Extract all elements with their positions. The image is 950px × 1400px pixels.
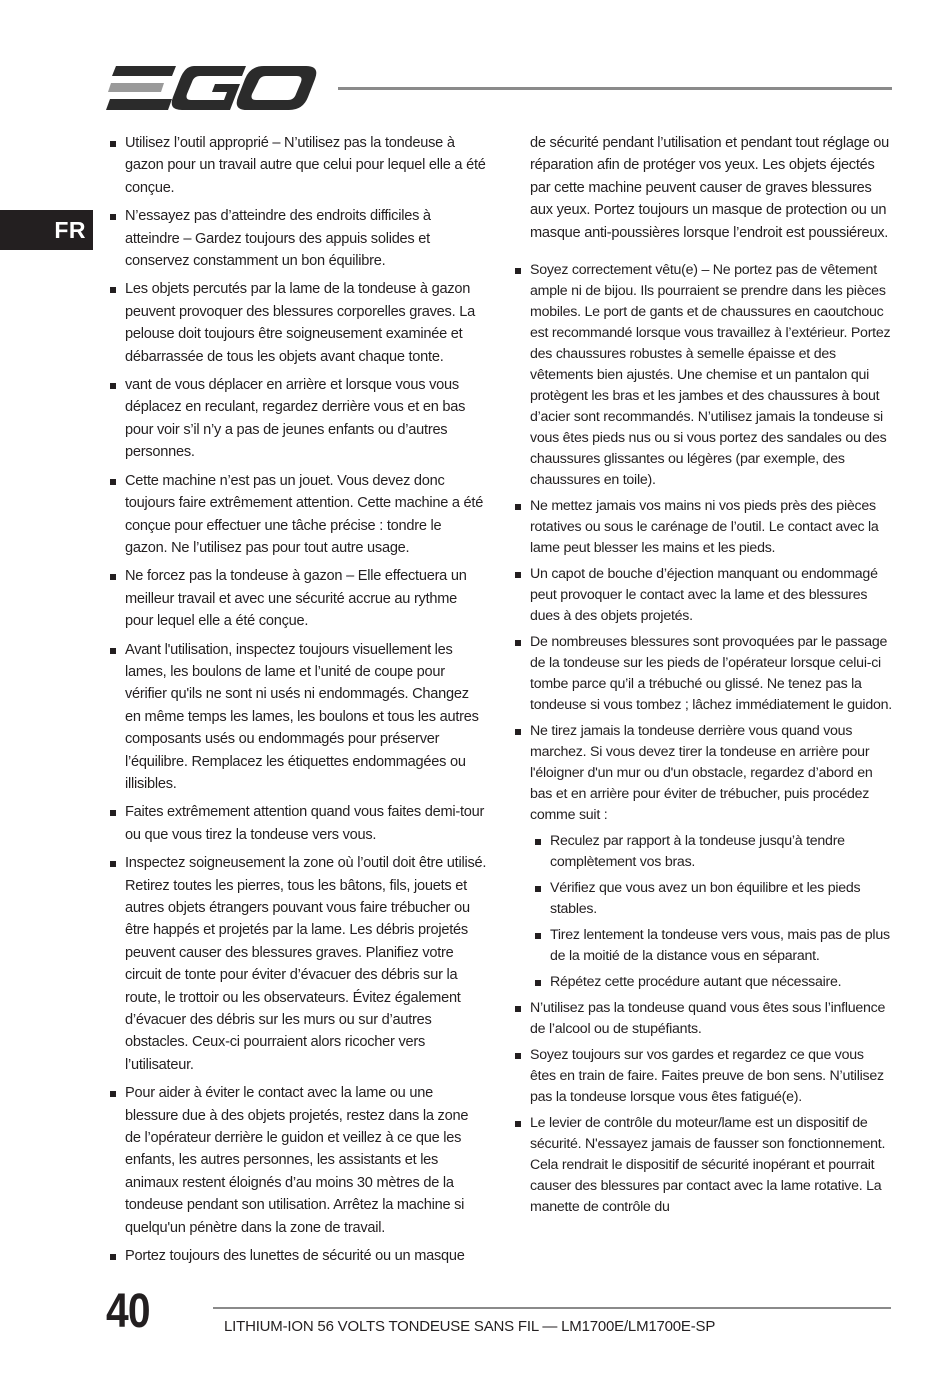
left-column	[107, 132, 487, 1274]
header-rule	[338, 87, 892, 90]
bullet-item: N’utilisez pas la tondeuse quand vous êtes sous l’influence de l’alcool ou de stupéfiants.	[512, 998, 892, 1040]
bullet-item: Soyez correctement vêtu(e) – Ne portez pas de vêtement ample ni de bijou. Ils pourraient se prendre dans les pièces mobiles. Le port de gants et de chaussures en caoutchouc est recommandé lorsque vous travaillez à l’extérieur. Portez des chaussures robustes à semelle épaisse et des vêtements bien ajustés. Une chemise et un pantalon qui protègent les bras et les jambes et des chaussures à bout d’acier sont recommandés. N’utilisez jamais la tondeuse si vous êtes pieds nus ou si vous portez des sandales ou des chaussures glissantes ou légères (par exemple, des chaussures en toile).	[512, 260, 892, 491]
bullet-item: Ne tirez jamais la tondeuse derrière vous quand vous marchez. Si vous devez tirer la tondeuse en arrière pour l'éloigner d'un mur ou d'un obstacle, regardez d’abord en bas et en arrière pour éviter de trébucher, puis procédez comme suit :	[512, 721, 892, 826]
sub-bullet-item: Vérifiez que vous avez un bon équilibre et les pieds stables.	[532, 878, 892, 920]
bullet-item: Un capot de bouche d’éjection manquant ou endommagé peut provoquer le contact avec la lame et des blessures dues à des objets projetés.	[512, 564, 892, 627]
bullet-item: Le levier de contrôle du moteur/lame est un dispositif de sécurité. N'essayez jamais de fausser son fonctionnement. Cela rendrait le dispositif de sécurité inopérant et pourrait causer des blessures par contact avec la lame rotative. La manette de contrôle du	[512, 1113, 892, 1218]
bullet-item: Utilisez l’outil approprié – N’utilisez pas la tondeuse à gazon pour un travail autre que celui pour lequel elle a été conçue.	[107, 132, 487, 199]
language-tab-label: FR	[54, 216, 86, 243]
bullet-item: De nombreuses blessures sont provoquées par le passage de la tondeuse sur les pieds de l’opérateur lorsque celui-ci tombe parce qu’il a trébuché ou glissé. Ne tenez pas la tondeuse si vous tombez ; lâchez immédiatement le guidon.	[512, 632, 892, 716]
sub-bullet-item: Répétez cette procédure autant que nécessaire.	[532, 972, 892, 993]
language-tab	[0, 210, 93, 250]
bullet-item: Ne forcez pas la tondeuse à gazon – Elle effectuera un meilleur travail et avec une sécurité accrue au rythme pour lequel elle a été conçue.	[107, 565, 487, 632]
sub-bullet-item: Tirez lentement la tondeuse vers vous, mais pas de plus de la moitié de la distance vous en séparant.	[532, 925, 892, 967]
ego-logo	[106, 64, 318, 112]
bullet-item: Inspectez soigneusement la zone où l’outil doit être utilisé. Retirez toutes les pierres, tous les bâtons, fils, jouets et autres objets étrangers pouvant vous faire trébucher ou être happés et projetés par la lame. Les débris projetés peuvent causer des blessures graves. Planifiez votre circuit de tonte pour éviter d’évacuer des débris sur la route, le trottoir ou les observateurs. Évitez également d’évacuer des débris sur les murs ou sur d’autres obstacles. Ceux-ci pourraient alors ricocher vers l’utilisateur.	[107, 852, 487, 1076]
sub-bullet-item: Reculez par rapport à la tondeuse jusqu’à tendre complètement vos bras.	[532, 831, 892, 873]
bullet-item: vant de vous déplacer en arrière et lorsque vous vous déplacez en reculant, regardez derrière vous et en bas pour voir s’il n’y a pas de jeunes enfants ou d’autres personnes.	[107, 374, 487, 464]
bullet-item: Avant l'utilisation, inspectez toujours visuellement les lames, les boulons de lame et l’unité de coupe pour vérifier qu'ils ne sont ni usés ni endommagés. Changez en même temps les lames, les boulons et tous les autres composants usés ou endommagés pour préserver l’équilibre. Remplacez les étiquettes endommagées ou illisibles.	[107, 639, 487, 796]
page-number: 40	[106, 1285, 150, 1338]
right-column	[512, 132, 892, 1223]
continued-paragraph: de sécurité pendant l’utilisation et pendant tout réglage ou réparation afin de protéger vos yeux. Les objets éjectés par cette machine peuvent causer de graves blessures aux yeux. Portez toujours un masque de protection ou un masque anti-poussières lorsque l’endroit est poussiéreux.	[530, 135, 890, 241]
footer-title: LITHIUM-ION 56 VOLTS TONDEUSE SANS FIL — LM1700E/LM1700E-SP	[224, 1318, 716, 1335]
bullet-item: Soyez toujours sur vos gardes et regardez ce que vous êtes en train de faire. Faites preuve de bon sens. N’utilisez pas la tondeuse lorsque vous êtes fatigué(e).	[512, 1045, 892, 1108]
bullet-item: N’essayez pas d’atteindre des endroits difficiles à atteindre – Gardez toujours des appuis solides et conservez constamment un bon équilibre.	[107, 205, 487, 272]
bullet-item: Ne mettez jamais vos mains ni vos pieds près des pièces rotatives ou sous le carénage de l’outil. Le contact avec la lame peut blesser les mains et les pieds.	[512, 496, 892, 559]
bullet-item: Portez toujours des lunettes de sécurité ou un masque	[107, 1245, 487, 1267]
bullet-item: Faites extrêmement attention quand vous faites demi-tour ou que vous tirez la tondeuse vers vous.	[107, 801, 487, 846]
footer-rule	[213, 1307, 891, 1309]
bullet-item: Cette machine n’est pas un jouet. Vous devez donc toujours faire extrêmement attention. Cette machine a été conçue pour effectuer une tâche précise : tondre le gazon. Ne l’utilisez pas pour tout autre usage.	[107, 470, 487, 560]
bullet-item: Les objets percutés par la lame de la tondeuse à gazon peuvent provoquer des blessures corporelles graves. La pelouse doit toujours être soigneusement examinée et débarrassée de tous les objets avant chaque tonte.	[107, 278, 487, 368]
ego-logo-graphic	[106, 64, 318, 112]
bullet-item: Pour aider à éviter le contact avec la lame ou une blessure due à des objets projetés, restez dans la zone de l’opérateur derrière le guidon et veillez à ce que les enfants, les autres personnes, les assistants et les animaux restent éloignés d’au moins 30 mètres de la tondeuse pendant son utilisation. Arrêtez la machine si quelqu'un pénètre dans la zone de travail.	[107, 1082, 487, 1239]
